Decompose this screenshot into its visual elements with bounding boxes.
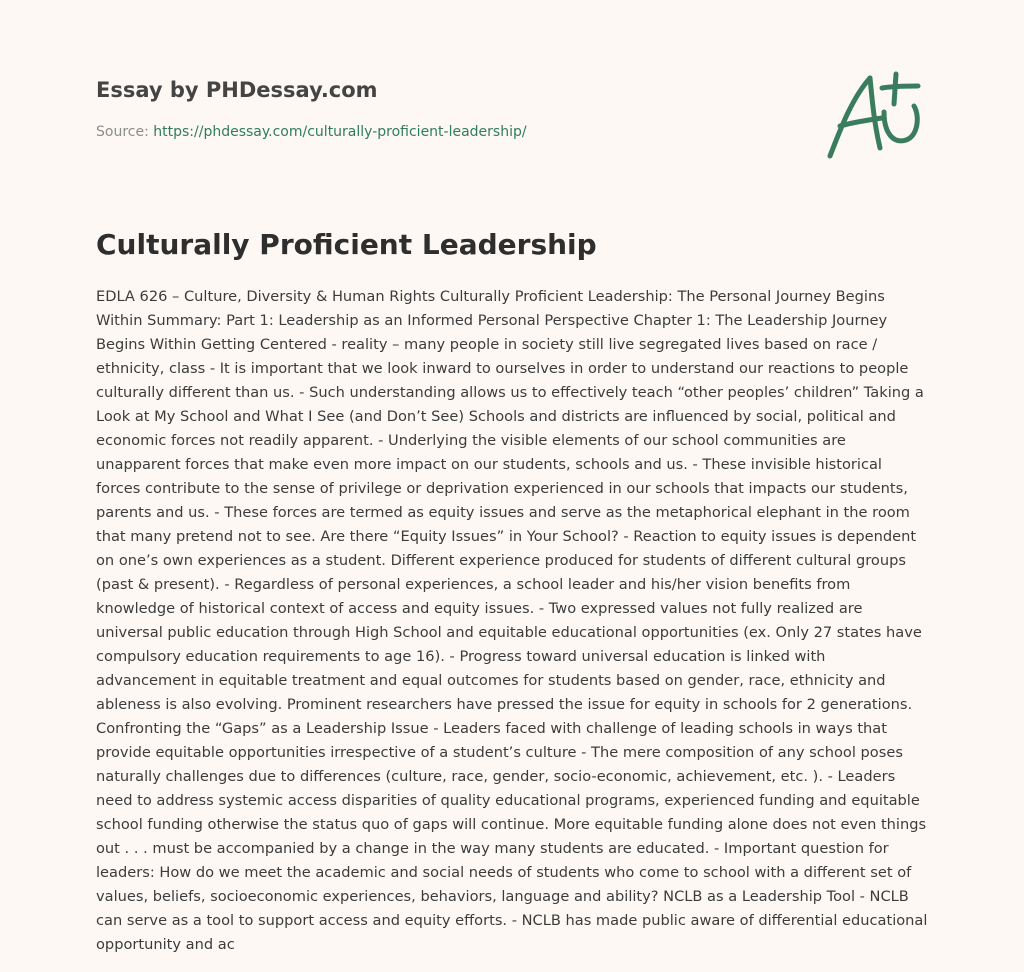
essay-title: Culturally Proficient Leadership — [96, 228, 597, 261]
source-line — [96, 122, 796, 142]
source-label: Source: — [96, 124, 154, 140]
source-link[interactable]: https://phdessay.com/culturally-proficient-leadership/ — [153, 124, 527, 140]
essay-body: EDLA 626 – Culture, Diversity & Human Rights Culturally Proficient Leadership: The Personal Journey Begins Within Summary: Part 1: Leadership as an Informed Personal Perspective Chapter 1: The Leadership Journey Begins Within Getting Centered - reality – many people in society still live segregated lives based on race / ethnicity, class - It is important that we look inward to ourselves in order to understand our reactions to people culturally different than us. - Such understanding allows us to effectively teach “other peoples’ children” Taking a Look at My School and What I See (and Don’t See) Schools and districts are influenced by social, political and economic forces not readily apparent. - Underlying the visible elements of our school communities are unapparent forces that make even more impact on our students, schools and us. - These invisible historical forces contribute to the sense of privilege or deprivation experienced in our schools that impacts our students, parents and us. - These forces are termed as equity issues and serve as the metaphorical elephant in the room that many pretend not to see. Are there “Equity Issues” in Your School? - Reaction to equity issues is dependent on one’s own experiences as a student. Different experience produced for students of different cultural groups (past & present). - Regardless of personal experiences, a school leader and his/her vision benefits from knowledge of historical context of access and equity issues. - Two expressed values not fully realized are universal public education through High School and equitable educational opportunities (ex. Only 27 states have compulsory education requirements to age 16). - Progress toward universal education is linked with advancement in equitable treatment and equal outcomes for students based on gender, race, ethnicity and ableness is also evolving. Prominent researchers have pressed the issue for equity in schools for 2 generations. Confronting the “Gaps” as a Leadership Issue - Leaders faced with challenge of leading schools in ways that provide equitable opportunities irrespective of a student’s culture - The mere composition of any school poses naturally challenges due to differences (culture, race, gender, socio-economic, achievement, etc. ). - Leaders need to address systemic access disparities of quality educational programs, experienced funding and equitable school funding otherwise the status quo of gaps will continue. More equitable funding alone does not even things out . . . must be accompanied by a change in the way many students are educated. - Important question for leaders: How do we meet the academic and social needs of students who come to school with a different set of values, beliefs, socioeconomic experiences, behaviors, language and ability? NCLB as a Leadership Tool - NCLB can serve as a tool to support access and equity efforts. - NCLB has made public aware of differential educational opportunity and ac — [96, 288, 928, 953]
site-brand: Essay by PHDessay.com — [96, 78, 378, 102]
a-plus-logo-icon — [822, 68, 926, 164]
essay-header — [96, 76, 796, 142]
